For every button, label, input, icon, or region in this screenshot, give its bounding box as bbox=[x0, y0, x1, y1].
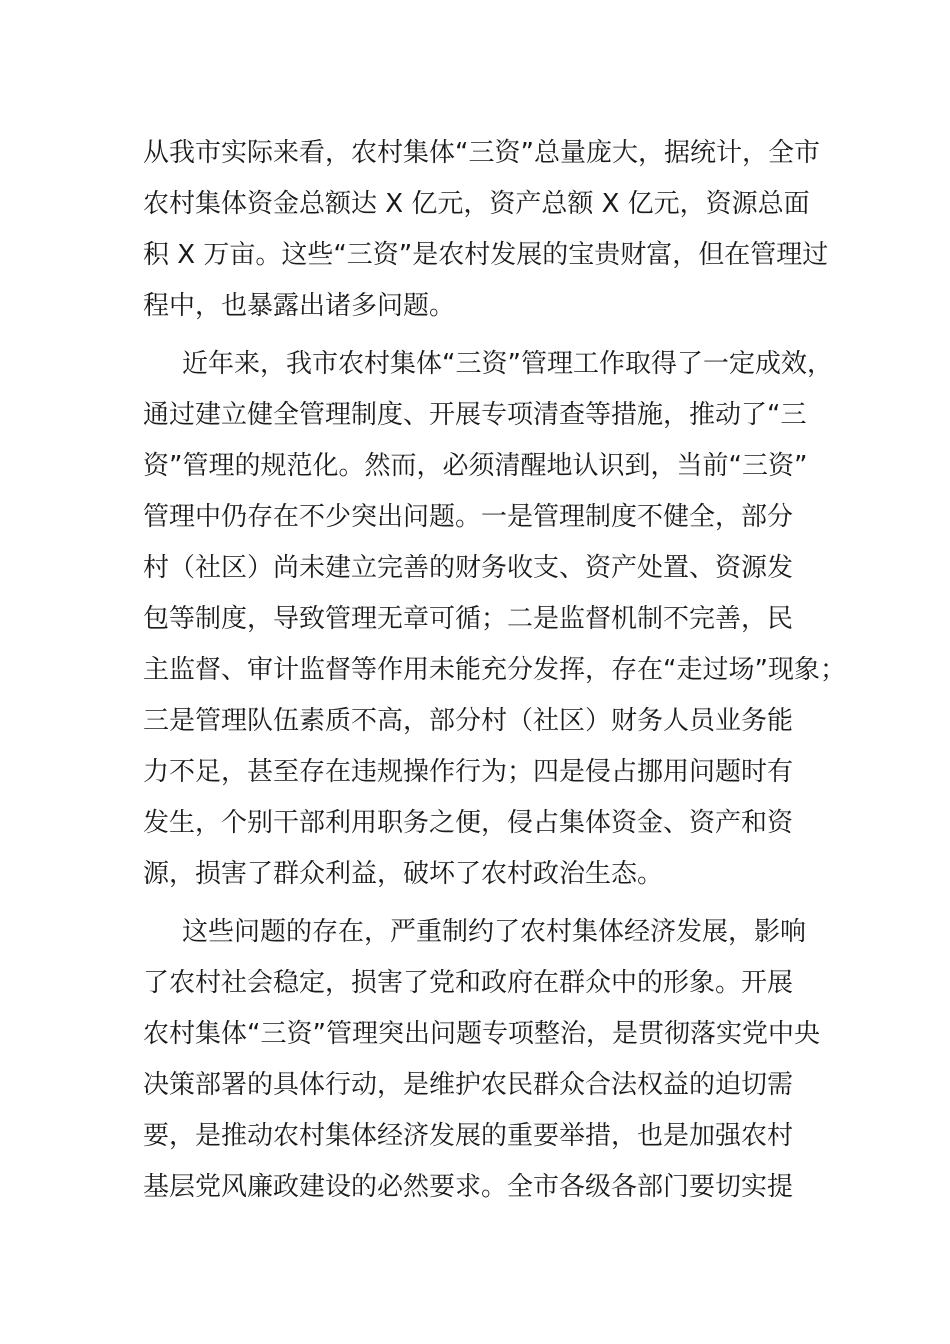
text-line: 三是管理队伍素质不高，部分村（社区）财务人员业务能 bbox=[143, 706, 794, 736]
document-body bbox=[143, 128, 846, 1220]
text-line: 资”管理的规范化。然而，必须清醒地认识到，当前“三资” bbox=[143, 451, 808, 481]
text-line-indented: 近年来，我市农村集体“三资”管理工作取得了一定成效， bbox=[182, 349, 833, 379]
text-line: 力不足，甚至存在违规操作行为；四是侵占挪用问题时有 bbox=[143, 757, 794, 787]
text-line: 主监督、审计监督等作用未能充分发挥，存在“走过场”现象； bbox=[143, 655, 846, 685]
paragraph-2 bbox=[143, 339, 846, 900]
text-line: 积 X 万亩。这些“三资”是农村发展的宝贵财富，但在管理过 bbox=[143, 240, 829, 270]
text-line: 源，损害了群众利益，破坏了农村政治生态。 bbox=[143, 859, 664, 889]
text-line: 了农村社会稳定，损害了党和政府在群众中的形象。开展 bbox=[143, 968, 794, 998]
text-line: 从我市实际来看，农村集体“三资”总量庞大，据统计，全市 bbox=[143, 138, 820, 168]
paragraph-3 bbox=[143, 907, 833, 1213]
text-line: 包等制度，导致管理无章可循；二是监督机制不完善，民 bbox=[143, 604, 794, 634]
text-line: 村（社区）尚未建立完善的财务收支、资产处置、资源发 bbox=[143, 553, 794, 583]
text-line: 通过建立健全管理制度、开展专项清查等措施，推动了“三 bbox=[143, 400, 807, 430]
text-line: 基层党风廉政建设的必然要求。全市各级各部门要切实提 bbox=[143, 1172, 794, 1202]
text-line: 农村集体“三资”管理突出问题专项整治，是贯彻落实党中央 bbox=[143, 1019, 820, 1049]
text-line: 程中，也暴露出诸多问题。 bbox=[143, 291, 456, 321]
text-line: 农村集体资金总额达 X 亿元，资产总额 X 亿元，资源总面 bbox=[143, 189, 810, 219]
text-line-indented: 这些问题的存在，严重制约了农村集体经济发展，影响 bbox=[182, 917, 807, 947]
paragraph-1 bbox=[143, 128, 833, 332]
text-line: 要，是推动农村集体经济发展的重要举措，也是加强农村 bbox=[143, 1121, 794, 1151]
text-line: 决策部署的具体行动，是维护农民群众合法权益的迫切需 bbox=[143, 1070, 794, 1100]
text-line: 管理中仍存在不少突出问题。一是管理制度不健全，部分 bbox=[143, 502, 794, 532]
text-line: 发生，个别干部利用职务之便，侵占集体资金、资产和资 bbox=[143, 808, 794, 838]
